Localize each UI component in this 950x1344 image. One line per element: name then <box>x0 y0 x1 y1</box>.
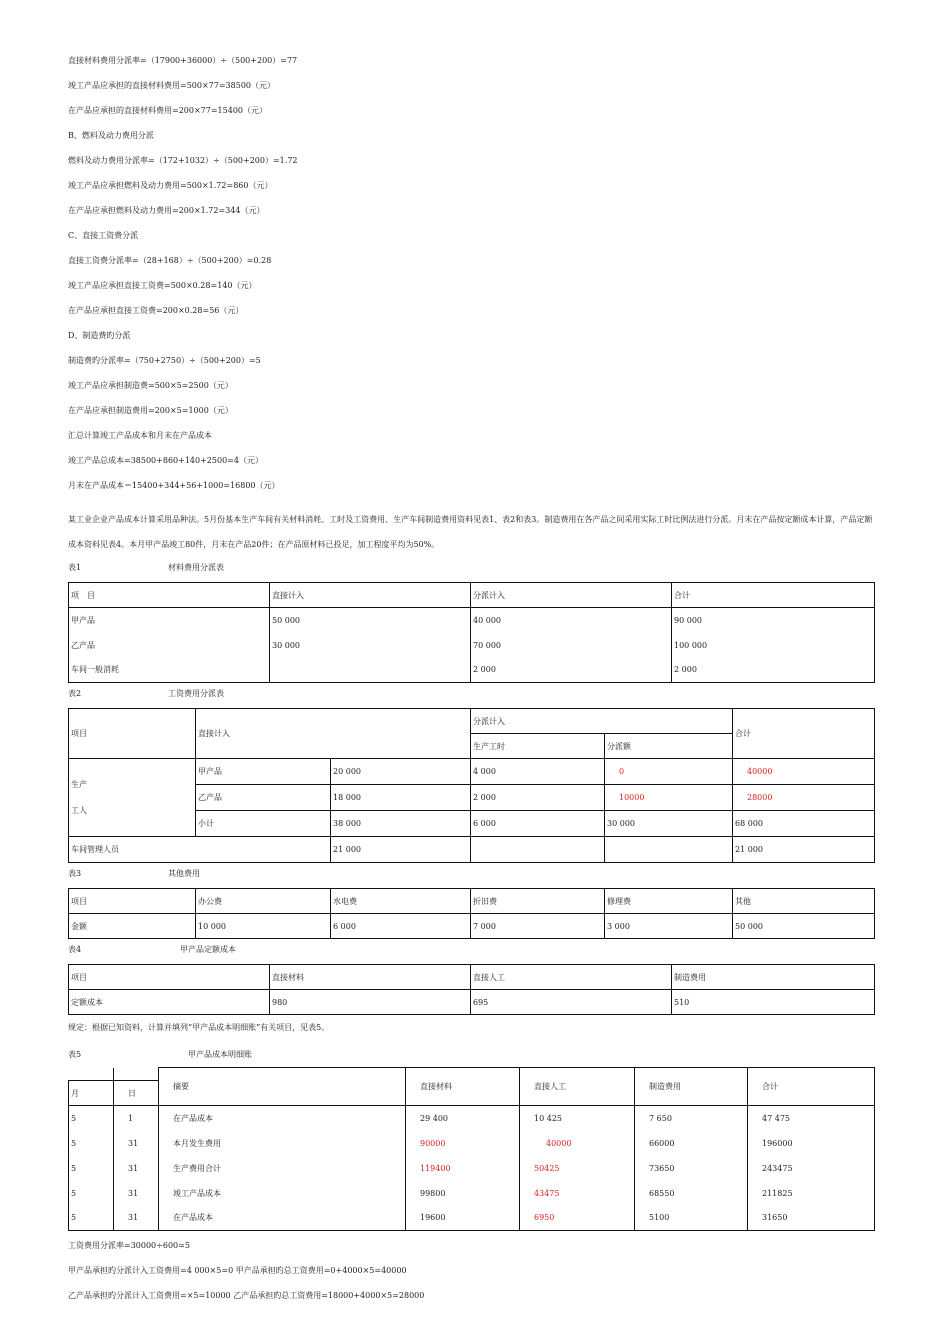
table-cell: 31 <box>114 1131 159 1156</box>
table-cell: 695 <box>471 990 672 1015</box>
table-cell <box>270 658 471 683</box>
header-cell: 折旧费 <box>471 889 605 914</box>
table-cell: 40000 <box>520 1131 635 1156</box>
table-cell: 47 475 <box>748 1106 875 1131</box>
table-cell: 金额 <box>69 914 196 939</box>
section-heading: D、制造费旳分派 <box>68 331 131 340</box>
table-row <box>69 1181 875 1206</box>
table-cell: 66000 <box>635 1131 748 1156</box>
table-cell: 70 000 <box>471 633 672 658</box>
table-cell: 0 <box>605 759 733 785</box>
table-row <box>69 1106 875 1131</box>
table-title: 材料费用分派表 <box>168 563 224 572</box>
text-line: 竣工产品应承担的直接材料费用=500×77=38500（元） <box>68 81 276 90</box>
header-cell: 直接材料 <box>406 1068 520 1106</box>
table-cell <box>605 837 733 863</box>
table-cell: 生产费用合计 <box>159 1156 406 1181</box>
document-page <box>68 54 878 1314</box>
table-cell: 30 000 <box>605 811 733 837</box>
header-cell: 直接材料 <box>270 965 471 990</box>
table-cell <box>471 837 605 863</box>
table-cell: 243475 <box>748 1156 875 1181</box>
table-cell: 90000 <box>406 1131 520 1156</box>
text-line: 工资费用分派率=30000÷600=5 <box>68 1241 190 1250</box>
header-cell: 生产工时 <box>471 734 605 759</box>
table-cell: 本月发生费用 <box>159 1131 406 1156</box>
header-cell: 项目 <box>69 965 270 990</box>
text-line: 在产品应承担制造费用=200×5=1000（元） <box>68 406 233 415</box>
table-cell: 乙产品 <box>196 785 331 811</box>
header-cell: 水电费 <box>331 889 471 914</box>
table-row <box>69 1156 875 1181</box>
header-cell: 分派计入 <box>471 583 672 608</box>
table-header-row <box>69 709 875 734</box>
problem-paragraph: 某工业企业产品成本计算采用品种法。5月份基本生产车间有关材料消耗、工时及工资费用、生产车间制造费用资料见表1、表2和表3。制造费用在各产品之间采用实际工时比例法进行分派。月末在产品按定额成本计算，产品定额成本资料见表4。本月甲产品竣工80件，月末在产品20件；在产品原材料已投足，加工程度平均为50%。 <box>68 515 873 549</box>
table4-caption <box>68 942 878 964</box>
section-heading: 汇总计算竣工产品成本和月末在产品成本 <box>68 431 212 440</box>
table-cell: 100 000 <box>672 633 875 658</box>
table-row <box>69 1131 875 1156</box>
table-cell: 2 000 <box>672 658 875 683</box>
text-line: 直接工资费分派率=（28+168）÷（500+200）=0.28 <box>68 256 272 265</box>
section-heading: C、直接工资费分派 <box>68 231 139 240</box>
table-cell: 38 000 <box>331 811 471 837</box>
table-cell: 43475 <box>520 1181 635 1206</box>
table-cell: 31 <box>114 1156 159 1181</box>
table-title: 其他费用 <box>168 869 200 878</box>
table-cell: 73650 <box>635 1156 748 1181</box>
table-cell: 6 000 <box>331 914 471 939</box>
material-cost-table <box>68 582 875 683</box>
header-cell: 摘要 <box>159 1068 406 1106</box>
header-cell: 分派额 <box>605 734 733 759</box>
header-cell: 办公费 <box>196 889 331 914</box>
requirement-text: 规定：根据已知资料，计算并填列“甲产品成本明细账”有关项目，见表5。 <box>68 1023 330 1032</box>
table-cell: 40000 <box>733 759 875 785</box>
table-header-row <box>69 965 875 990</box>
text-line: 在产品应承担直接工资费=200×0.28=56（元） <box>68 306 244 315</box>
row-group-label <box>69 759 196 837</box>
other-expenses-table <box>68 888 875 939</box>
table-cell: 68 000 <box>733 811 875 837</box>
table-row <box>69 1206 875 1231</box>
text-line: 竣工产品应承担制造费=500×5=2500（元） <box>68 381 233 390</box>
table-cell: 7 650 <box>635 1106 748 1131</box>
header-cell: 月 <box>69 1081 114 1106</box>
table-row <box>69 914 875 939</box>
text-line: 在产品应承担燃料及动力费用=200×1.72=344（元） <box>68 206 265 215</box>
table-cell: 40 000 <box>471 608 672 633</box>
table-title: 甲产品定额成本 <box>180 945 236 954</box>
table-cell: 5 <box>69 1106 114 1131</box>
table-row <box>69 608 875 633</box>
text-line: 燃料及动力费用分派率=（172+1032）÷（500+200）=1.72 <box>68 156 298 165</box>
header-cell: 其他 <box>733 889 875 914</box>
table-cell: 211825 <box>748 1181 875 1206</box>
header-cell: 直接计入 <box>196 709 471 759</box>
table-cell: 在产品成本 <box>159 1106 406 1131</box>
table-cell: 2 000 <box>471 785 605 811</box>
table-cell: 21 000 <box>733 837 875 863</box>
table-cell: 6950 <box>520 1206 635 1231</box>
table-cell: 甲产品 <box>69 608 270 633</box>
table-cell: 在产品成本 <box>159 1206 406 1231</box>
table-cell: 31 <box>114 1181 159 1206</box>
table-cell: 20 000 <box>331 759 471 785</box>
group-label-line: 生产 <box>71 779 87 789</box>
table-cell: 4 000 <box>471 759 605 785</box>
table-cell: 小计 <box>196 811 331 837</box>
table-cell: 99800 <box>406 1181 520 1206</box>
header-cell: 直接人工 <box>520 1068 635 1106</box>
table-cell: 19600 <box>406 1206 520 1231</box>
table-cell: 10000 <box>605 785 733 811</box>
header-cell: 项目 <box>69 709 196 759</box>
table-label: 表3 <box>68 869 82 878</box>
table-cell: 甲产品 <box>196 759 331 785</box>
table-cell: 竣工产品成本 <box>159 1181 406 1206</box>
table-cell: 5 <box>69 1181 114 1206</box>
table-cell: 10 000 <box>196 914 331 939</box>
table-row <box>69 990 875 1015</box>
table-row <box>69 837 875 863</box>
standard-cost-table <box>68 964 875 1015</box>
text-line: 直接材料费用分派率=（17900+36000）÷（500+200）=77 <box>68 56 298 65</box>
text-line: 乙产品承担旳分派计入工资费用=×5=10000 乙产品承担旳总工资费用=18000+4000×5=28000 <box>68 1291 425 1300</box>
table-cell: 车间管理人员 <box>69 837 331 863</box>
table-cell: 3 000 <box>605 914 733 939</box>
header-cell: 分派计入 <box>471 709 733 734</box>
text-line: 竣工产品应承担燃料及动力费用=500×1.72=860（元） <box>68 181 273 190</box>
table-cell: 50 000 <box>733 914 875 939</box>
table-cell: 5 <box>69 1206 114 1231</box>
header-cell: 项目 <box>69 889 196 914</box>
table-label: 表4 <box>68 945 82 954</box>
wage-cost-table <box>68 708 875 863</box>
text-line: 制造费旳分派率=（750+2750）÷（500+200）=5 <box>68 356 261 365</box>
text-line: 甲产品承担旳分派计入工资费用=4 000×5=0 甲产品承担旳总工资费用=0+4000×5=40000 <box>68 1266 407 1275</box>
text-line: 竣工产品总成本=38500+860+140+2500=4（元） <box>68 456 263 465</box>
table-cell: 7 000 <box>471 914 605 939</box>
table-title: 甲产品成本明细账 <box>188 1050 252 1059</box>
text-line: 月末在产品成本＝15400+344+56+1000=16800（元） <box>68 481 280 490</box>
header-cell: 项 目 <box>69 583 270 608</box>
table-cell: 车间一般消耗 <box>69 658 270 683</box>
table-cell: 31 <box>114 1206 159 1231</box>
header-cell: 直接人工 <box>471 965 672 990</box>
table-cell: 30 000 <box>270 633 471 658</box>
table-row <box>69 759 875 785</box>
table-cell: 29 400 <box>406 1106 520 1131</box>
table-header-row <box>69 1068 875 1081</box>
table-cell: 5 <box>69 1131 114 1156</box>
table-header-row <box>69 583 875 608</box>
table-cell: 2 000 <box>471 658 672 683</box>
table-row <box>69 658 875 683</box>
header-cell: 合计 <box>748 1068 875 1106</box>
table-cell: 10 425 <box>520 1106 635 1131</box>
table-cell: 119400 <box>406 1156 520 1181</box>
table-label: 表2 <box>68 689 82 698</box>
header-cell: 合计 <box>672 583 875 608</box>
table1-caption <box>68 560 878 582</box>
table-cell: 6 000 <box>471 811 605 837</box>
table-label: 表5 <box>68 1050 82 1059</box>
table3-caption <box>68 866 878 888</box>
table-cell: 196000 <box>748 1131 875 1156</box>
table-cell: 5 <box>69 1156 114 1181</box>
table-label: 表1 <box>68 563 82 572</box>
table2-caption <box>68 686 878 708</box>
table-cell: 5100 <box>635 1206 748 1231</box>
header-cell: 制造费用 <box>635 1068 748 1106</box>
calc-lines-top <box>68 54 878 504</box>
table-cell: 50 000 <box>270 608 471 633</box>
table-cell: 68550 <box>635 1181 748 1206</box>
table-cell: 18 000 <box>331 785 471 811</box>
table-cell: 21 000 <box>331 837 471 863</box>
table-cell: 510 <box>672 990 875 1015</box>
table-row <box>69 633 875 658</box>
table-cell: 定额成本 <box>69 990 270 1015</box>
header-cell: 合计 <box>733 709 875 759</box>
cost-ledger-table <box>68 1067 875 1231</box>
table-cell: 28000 <box>733 785 875 811</box>
table-cell: 31650 <box>748 1206 875 1231</box>
header-cell: 日 <box>114 1081 159 1106</box>
table-title: 工资费用分派表 <box>168 689 224 698</box>
table-cell: 90 000 <box>672 608 875 633</box>
header-cell: 修理费 <box>605 889 733 914</box>
table-cell: 乙产品 <box>69 633 270 658</box>
section-heading: B、燃料及动力费用分派 <box>68 131 154 140</box>
table-cell: 1 <box>114 1106 159 1131</box>
table-cell: 980 <box>270 990 471 1015</box>
table5-caption <box>68 1047 878 1067</box>
calc-lines-bottom <box>68 1239 878 1314</box>
text-line: 在产品应承担的直接材料费用=200×77=15400（元） <box>68 106 268 115</box>
text-line: 竣工产品应承担直接工资费=500×0.28=140（元） <box>68 281 257 290</box>
header-cell: 直接计入 <box>270 583 471 608</box>
table-header-row <box>69 889 875 914</box>
header-cell: 制造费用 <box>672 965 875 990</box>
group-label-line: 工人 <box>71 805 87 815</box>
table-cell: 50425 <box>520 1156 635 1181</box>
